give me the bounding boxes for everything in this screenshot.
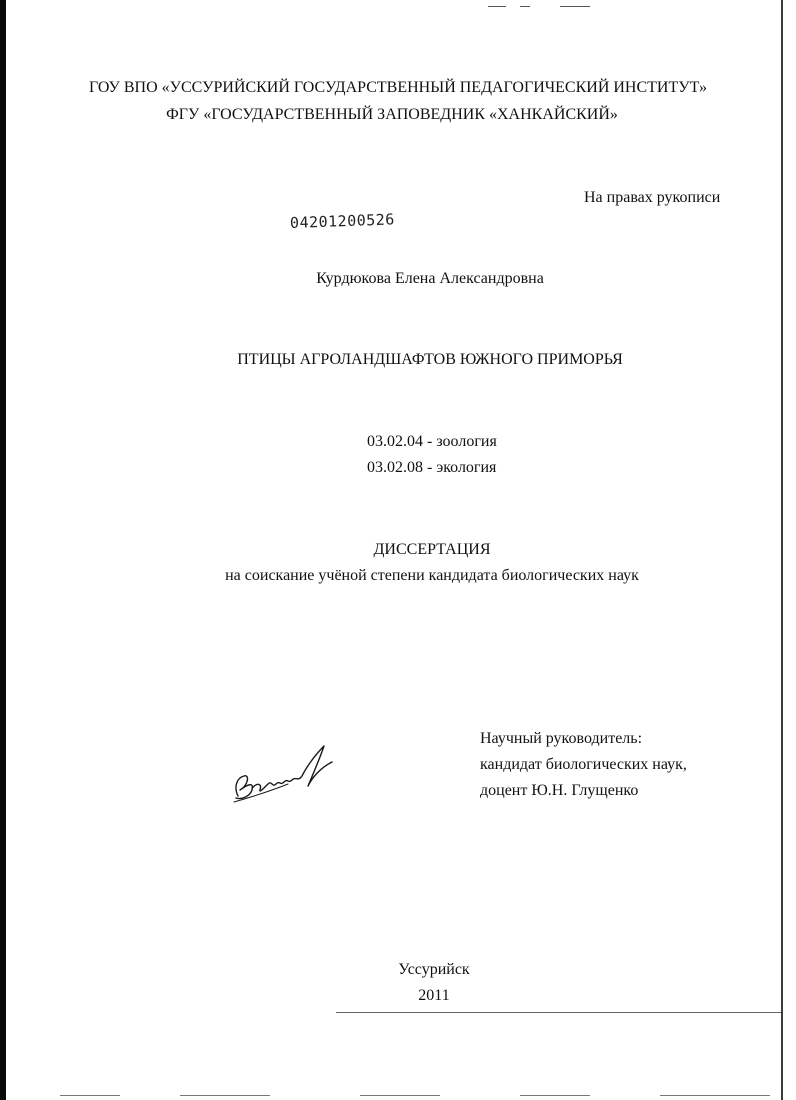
supervisor-label: Научный руководитель: xyxy=(480,730,643,747)
document-type: ДИССЕРТАЦИЯ xyxy=(373,541,491,558)
scan-bottom-dash xyxy=(360,1095,440,1096)
scan-left-edge xyxy=(0,0,6,1100)
specialty-ecology: 03.02.08 - экология xyxy=(367,459,497,476)
scan-top-dash xyxy=(488,6,506,7)
scan-top-dash xyxy=(520,6,530,7)
scan-bottom-dash xyxy=(180,1095,270,1096)
handwritten-signature xyxy=(228,738,348,810)
dissertation-title: ПТИЦЫ АГРОЛАНДШАФТОВ ЮЖНОГО ПРИМОРЬЯ xyxy=(237,351,623,368)
author-name: Курдюкова Елена Александровна xyxy=(316,270,544,287)
scan-top-dash xyxy=(560,6,590,7)
institution-line-1: ГОУ ВПО «УССУРИЙСКИЙ ГОСУДАРСТВЕННЫЙ ПЕДАГОГИЧЕСКИЙ ИНСТИТУТ» xyxy=(89,79,707,96)
degree-line: на соискание учёной степени кандидата биологических наук xyxy=(225,567,639,584)
footer-year: 2011 xyxy=(418,987,450,1004)
specialty-zoology: 03.02.04 - зоология xyxy=(367,433,497,450)
scan-bottom-dash xyxy=(520,1095,590,1096)
registration-number: 04201200526 xyxy=(289,210,396,232)
supervisor-degree: кандидат биологических наук, xyxy=(480,756,687,773)
footer-city: Уссурийск xyxy=(398,961,470,978)
scan-bottom-dash xyxy=(60,1095,120,1096)
institution-line-2: ФГУ «ГОСУДАРСТВЕННЫЙ ЗАПОВЕДНИК «ХАНКАЙСКИЙ» xyxy=(166,106,618,123)
scan-bottom-line xyxy=(336,1012,781,1013)
scan-bottom-dash xyxy=(660,1095,770,1096)
supervisor-name: доцент Ю.Н. Глущенко xyxy=(480,782,639,799)
rights-note: На правах рукописи xyxy=(584,189,721,206)
